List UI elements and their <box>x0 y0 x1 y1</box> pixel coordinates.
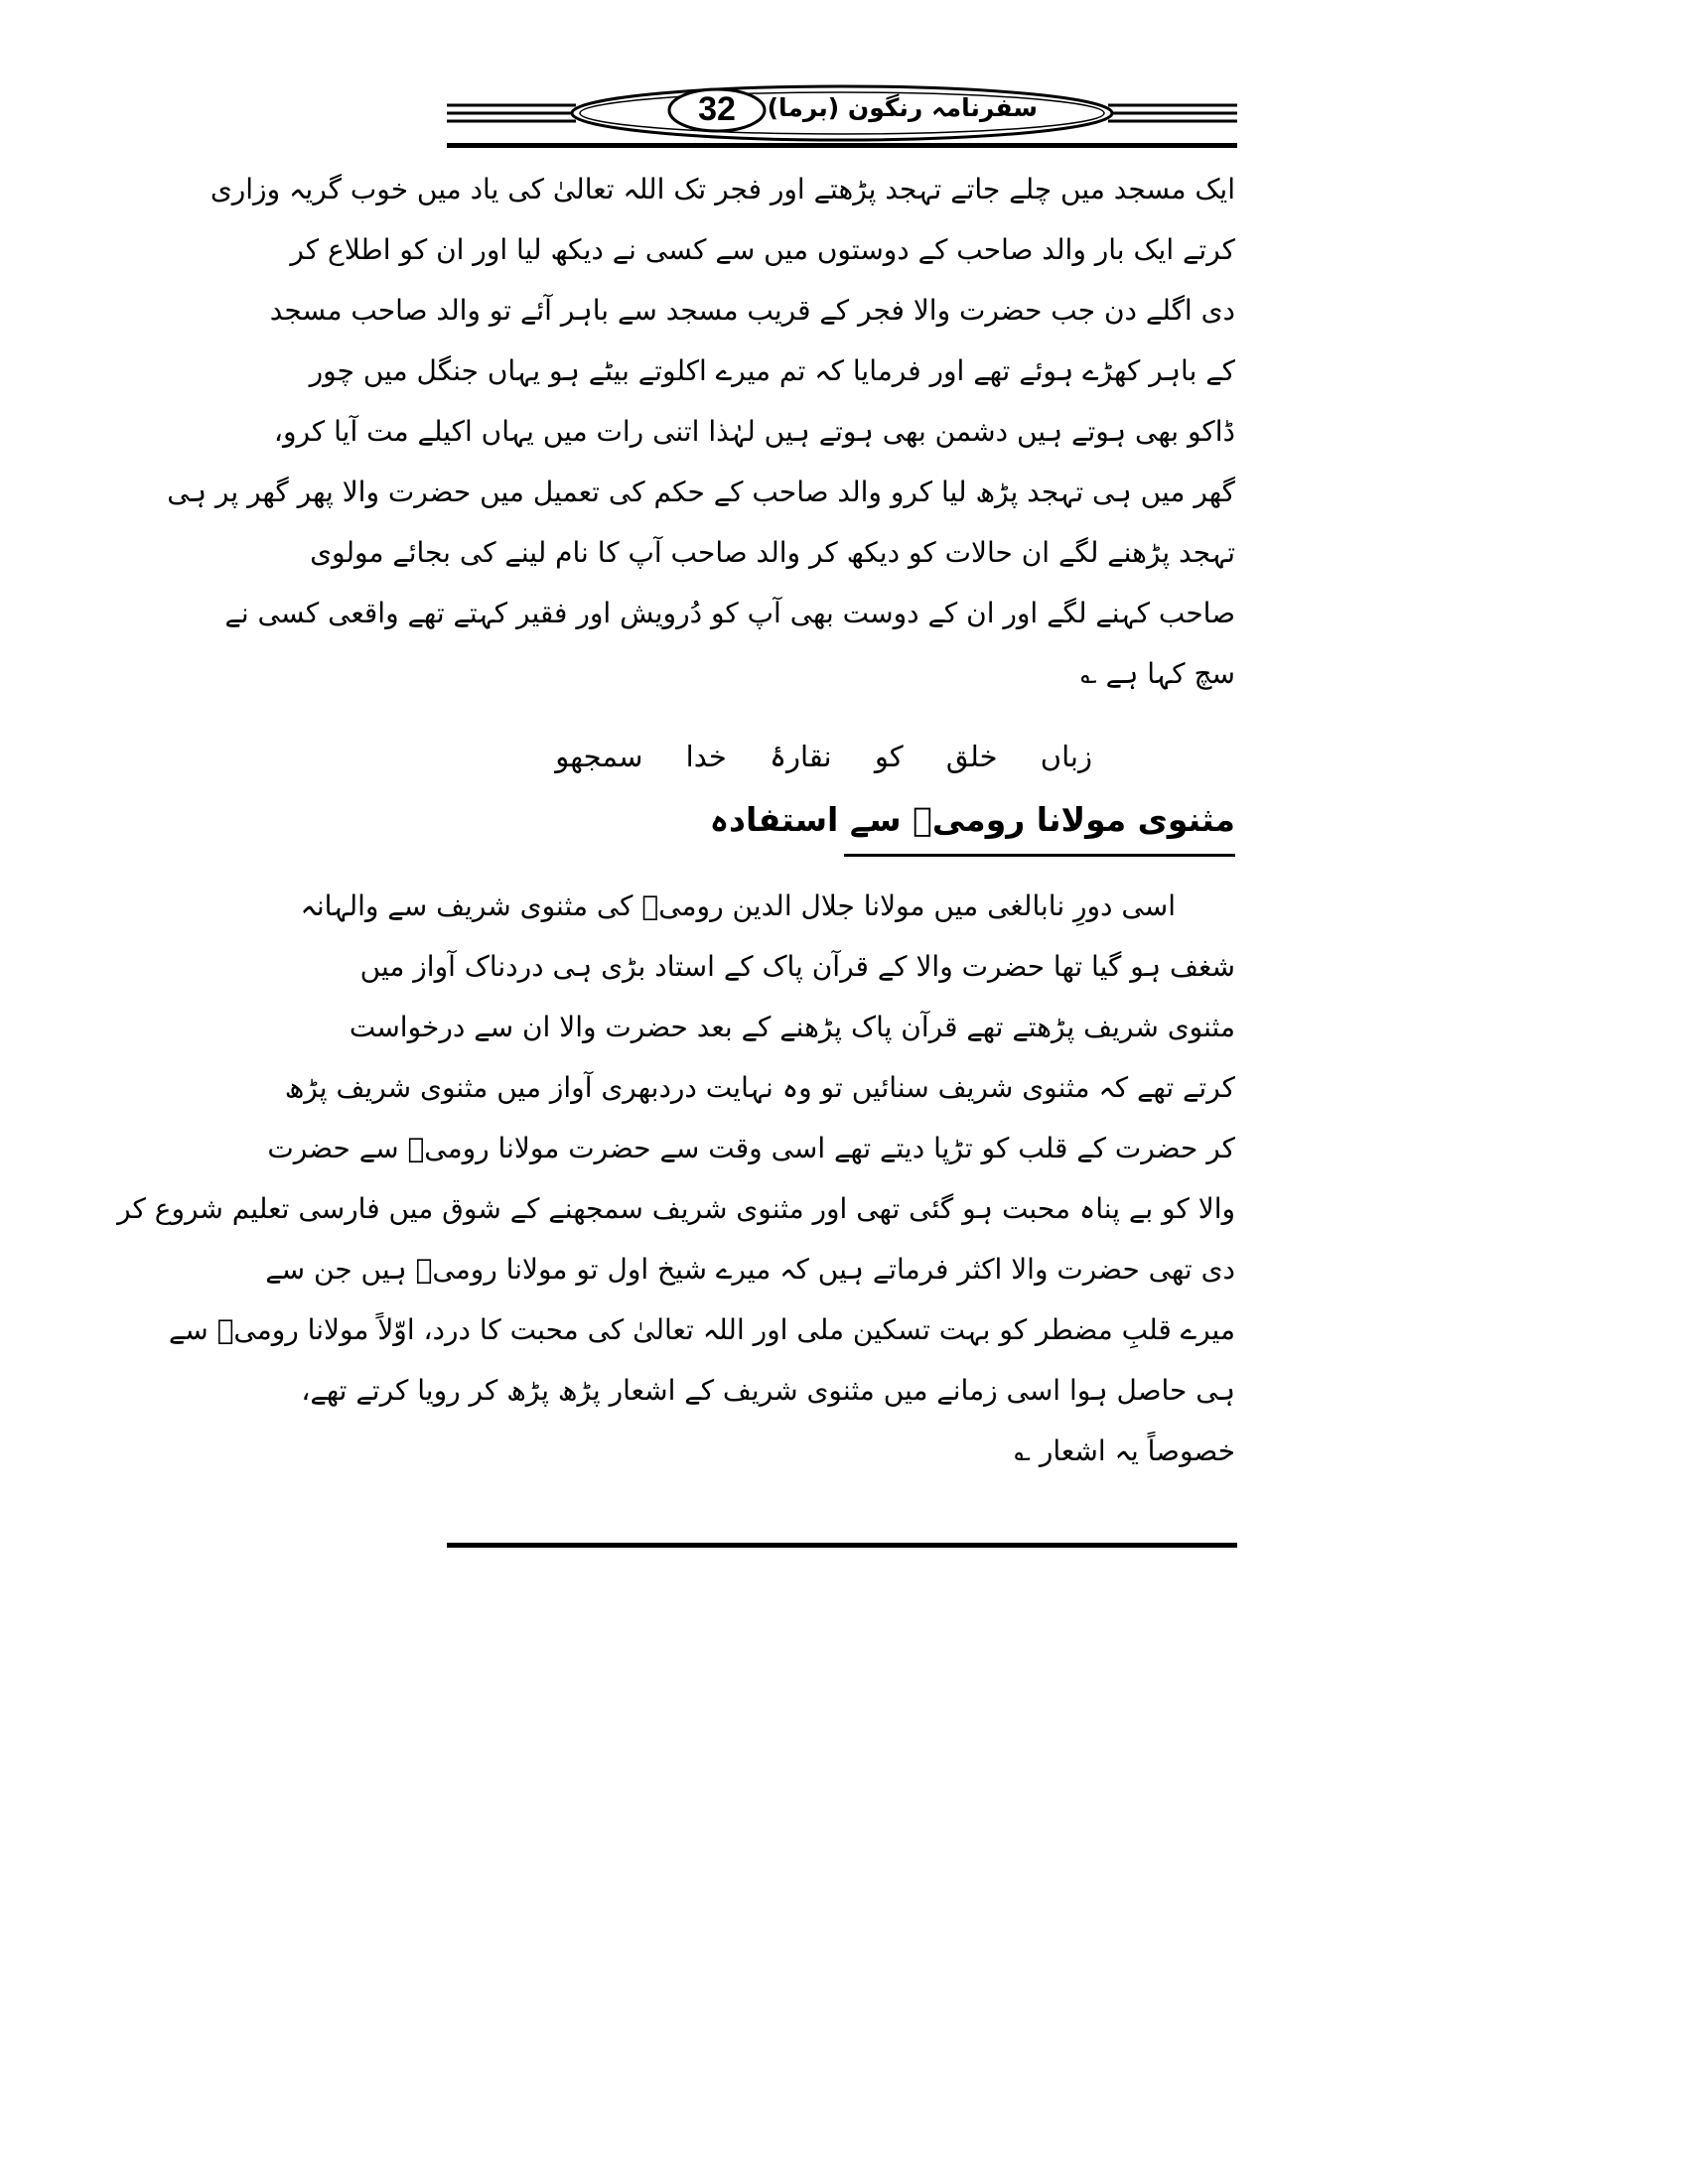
paragraph-2 <box>117 876 1235 1481</box>
footer-rule <box>447 1543 1237 1548</box>
paragraph-1 <box>167 159 1235 704</box>
text-line: سچ کہا ہے ؎ <box>1080 657 1235 690</box>
text-line: اسی دورِ نابالغی میں مولانا جلال الدین رومیؒ کی مثنوی شریف سے والہانہ <box>300 889 1176 922</box>
heading-underline <box>844 854 1235 857</box>
text-line: والا کو بے پناہ محبت ہو گئی تھی اور مثنوی شریف سمجھنے کے شوق میں فارسی تعلیم شروع کر <box>117 1192 1235 1225</box>
text-line: کرتے ایک بار والد صاحب کے دوستوں میں سے کسی نے دیکھ لیا اور ان کو اطلاع کر <box>290 233 1235 266</box>
text-line: تہجد پڑھنے لگے ان حالات کو دیکھ کر والد صاحب آپ کا نام لینے کی بجائے مولوی <box>310 536 1235 569</box>
text-line: ڈاکو بھی ہوتے ہیں دشمن بھی ہوتے ہیں لہٰذا اتنی رات میں یہاں اکیلے مت آیا کرو، <box>273 415 1235 448</box>
text-line: ہی حاصل ہوا اسی زمانے میں مثنوی شریف کے اشعار پڑھ پڑھ کر رویا کرتے تھے، <box>301 1374 1235 1407</box>
running-title: سفرنامہ رنگون (برما) <box>767 93 1038 122</box>
page-header <box>447 83 1237 153</box>
text-line: ایک مسجد میں چلے جاتے تہجد پڑھتے اور فجر تک اللہ تعالیٰ کی یاد میں خوب گریہ وزاری <box>210 173 1235 205</box>
header-rule <box>447 143 1237 148</box>
text-line: صاحب کہنے لگے اور ان کے دوست بھی آپ کو دُرویش اور فقیر کہتے تھے واقعی کسی نے <box>224 597 1235 629</box>
section-heading: مثنوی مولانا رومیؒ سے استفادہ <box>709 800 1235 839</box>
text-line: مثنوی شریف پڑھتے تھے قرآن پاک پڑھنے کے بعد حضرت والا ان سے درخواست <box>349 1011 1235 1043</box>
verse-line: زباں خلق کو نقارۂ خدا سمجھو <box>555 740 1092 773</box>
text-line: شغف ہو گیا تھا حضرت والا کے قرآن پاک کے استاد بڑی ہی دردناک آواز میں <box>359 950 1235 983</box>
text-line: کر حضرت کے قلب کو تڑپا دیتے تھے اسی وقت سے حضرت مولانا رومیؒ سے حضرت <box>267 1132 1235 1164</box>
text-line: میرے قلبِ مضطر کو بہت تسکین ملی اور اللہ تعالیٰ کی محبت کا درد، اوّلاً مولانا رومیؒ سے <box>168 1313 1235 1346</box>
text-line: کے باہر کھڑے ہوئے تھے اور فرمایا کہ تم میرے اکلوتے بیٹے ہو یہاں جنگل میں چور <box>309 354 1235 387</box>
text-line: گھر میں ہی تہجد پڑھ لیا کرو والد صاحب کے حکم کی تعمیل میں حضرت والا پھر گھر پر ہی <box>167 476 1235 508</box>
page-number: 32 <box>698 90 736 128</box>
text-line: خصوصاً یہ اشعار ؎ <box>1014 1434 1235 1467</box>
text-line: کرتے تھے کہ مثنوی شریف سنائیں تو وہ نہایت دردبھری آواز میں مثنوی شریف پڑھ <box>284 1071 1235 1104</box>
text-line: دی تھی حضرت والا اکثر فرماتے ہیں کہ میرے شیخ اول تو مولانا رومیؒ ہیں جن سے <box>265 1253 1235 1286</box>
text-line: دی اگلے دن جب حضرت والا فجر کے قریب مسجد سے باہر آئے تو والد صاحب مسجد <box>269 294 1235 327</box>
